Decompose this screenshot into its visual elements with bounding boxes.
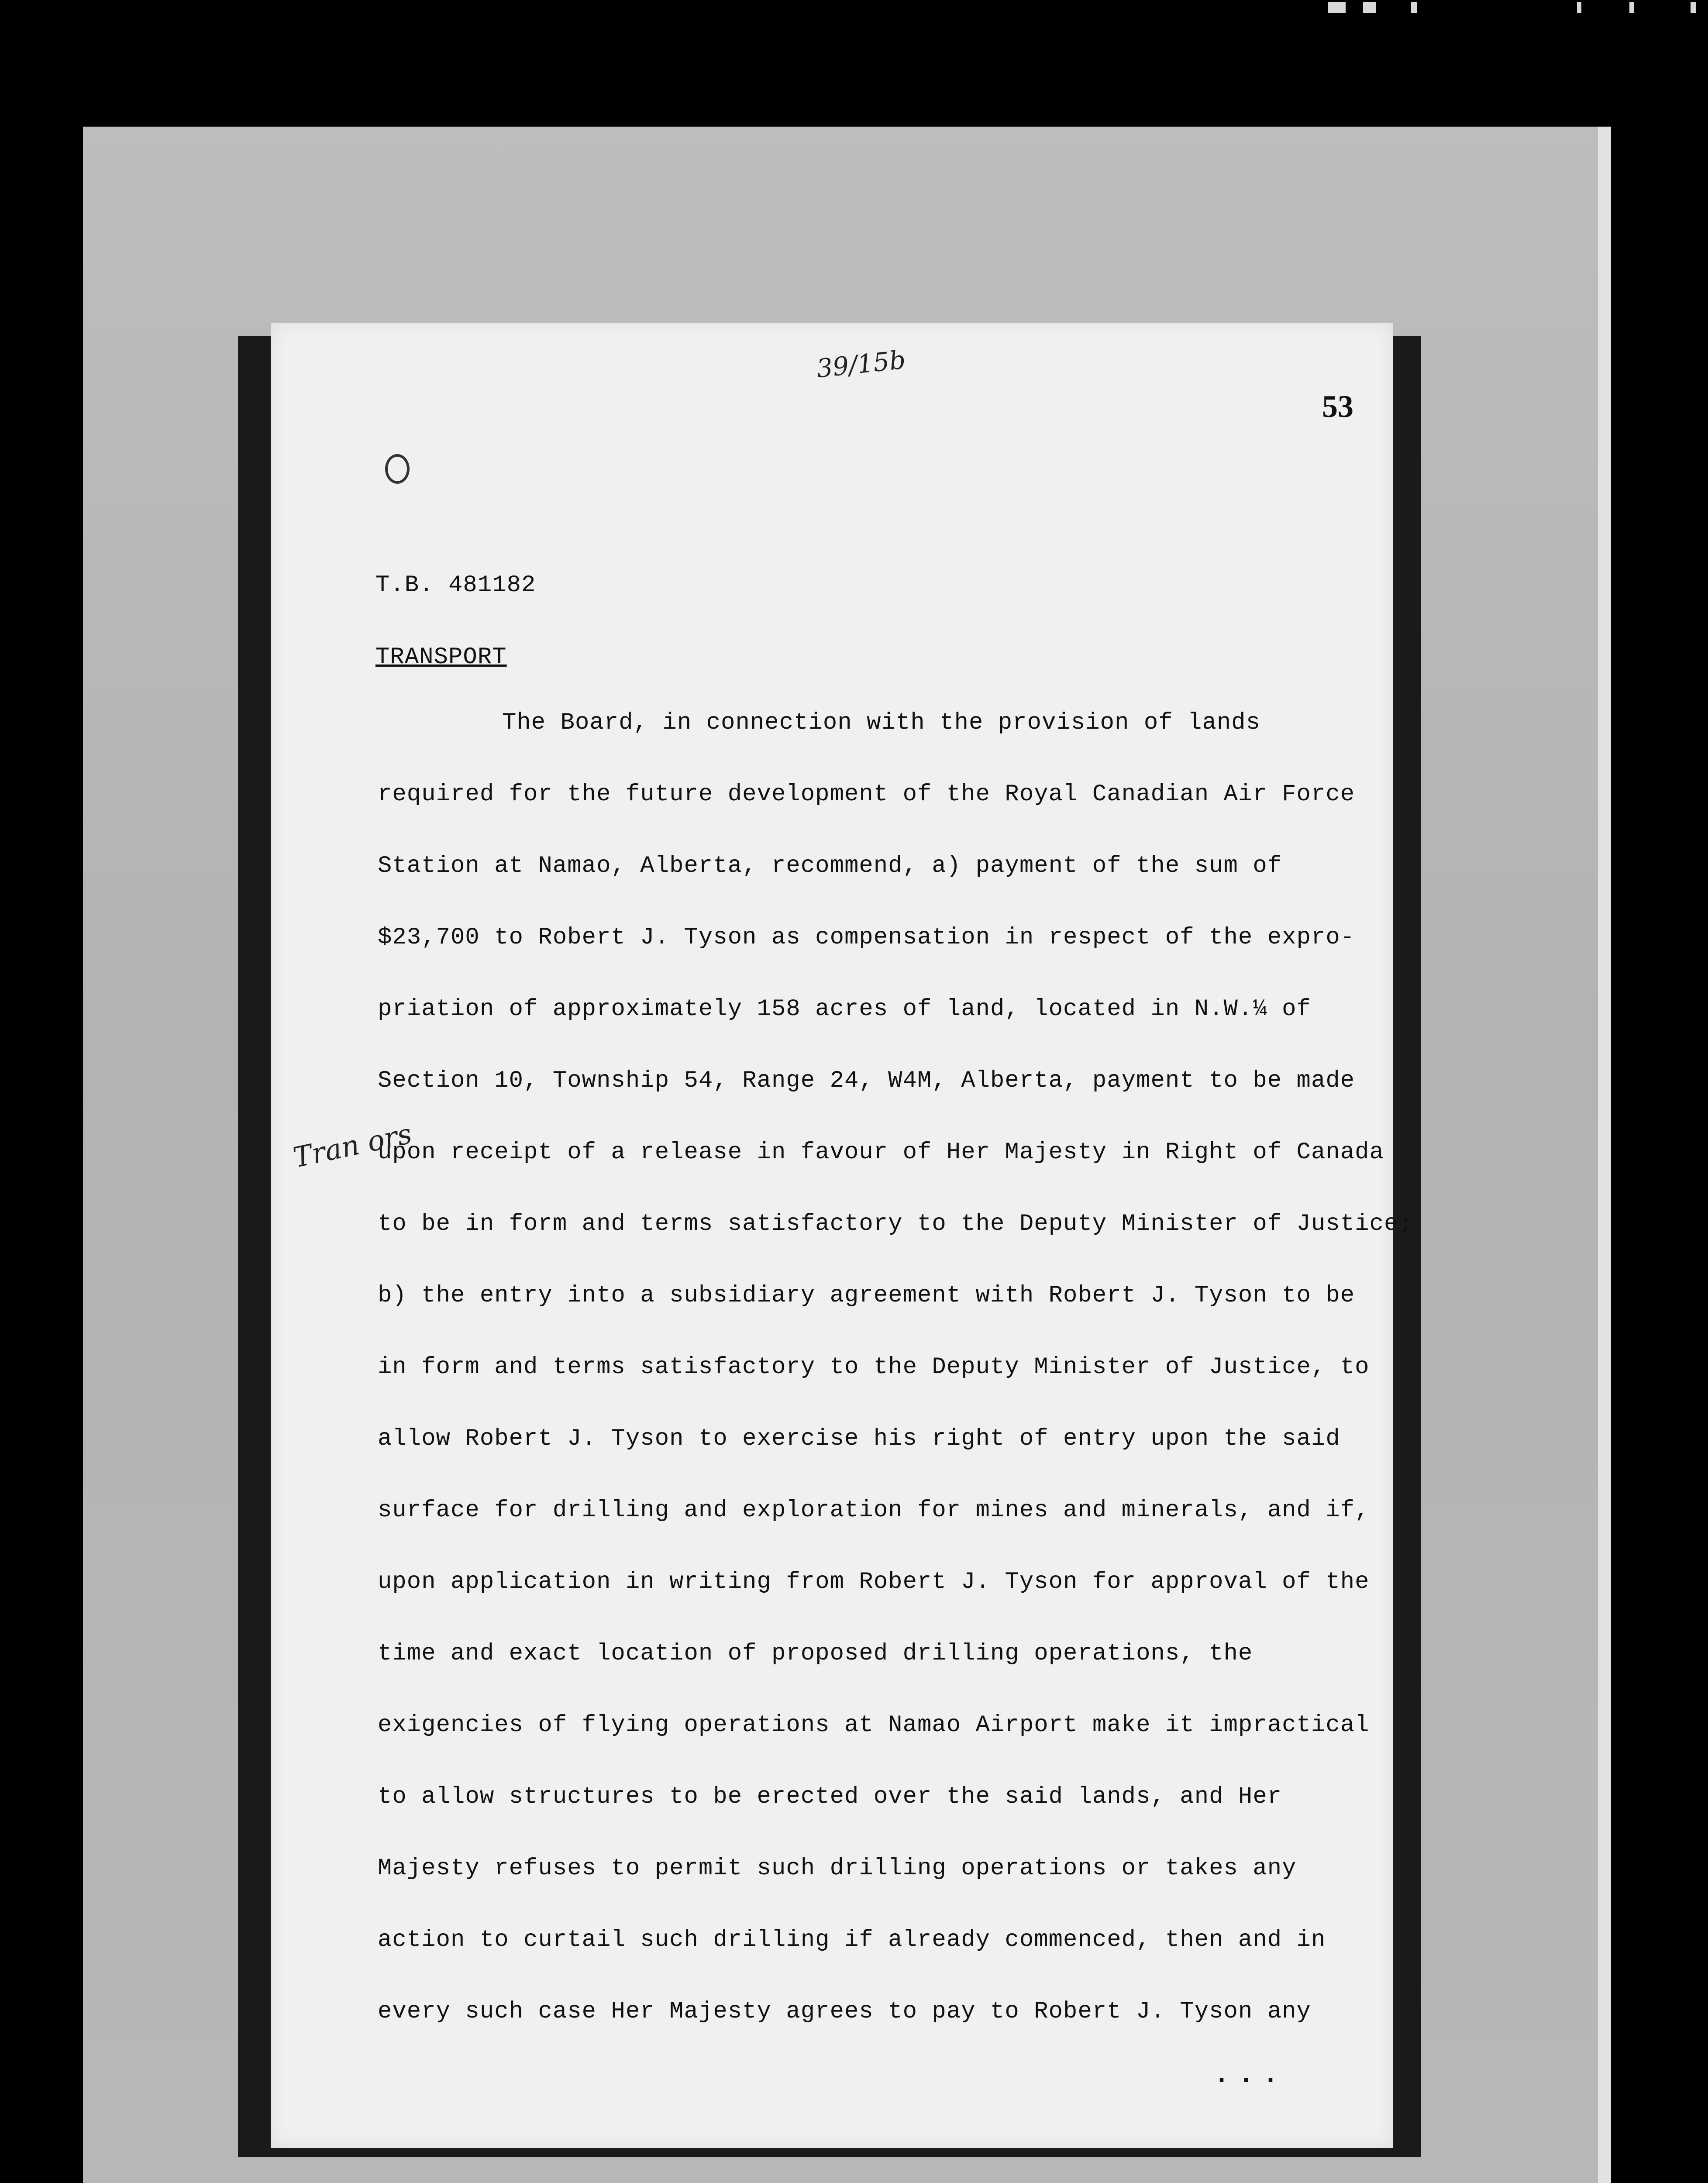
- text-line: upon receipt of a release in favour of Her Majesty in Right of Canada: [378, 1139, 1384, 1166]
- text-line: priation of approximately 158 acres of land, located in N.W.¼ of: [378, 996, 1311, 1023]
- text-line: Station at Namao, Alberta, recommend, a) payment of the sum of: [378, 853, 1282, 879]
- text-line: upon application in writing from Robert J. Tyson for approval of the: [378, 1569, 1370, 1595]
- text-line: time and exact location of proposed drilling operations, the: [378, 1640, 1253, 1667]
- text-line: The Board, in connection with the provision of lands: [502, 709, 1261, 736]
- text-line: Majesty refuses to permit such drilling operations or takes any: [378, 1855, 1297, 1882]
- handwritten-file-ref: 39/15b: [815, 344, 907, 384]
- circle-icon: [385, 454, 410, 484]
- page-number: 53: [1322, 389, 1353, 424]
- handwritten-margin-note: Tran ors: [290, 1118, 415, 1174]
- typed-page: [271, 323, 1413, 2148]
- text-line: $23,700 to Robert J. Tyson as compensation in respect of the expro-: [378, 924, 1355, 951]
- text-line: in form and terms satisfactory to the Deputy Minister of Justice, to: [378, 1354, 1370, 1381]
- department-heading: TRANSPORT: [375, 644, 507, 671]
- text-line: to be in form and terms satisfactory to the Deputy Minister of Justice;: [378, 1211, 1413, 1237]
- mount-edge: [1598, 127, 1611, 2183]
- text-line: Section 10, Township 54, Range 24, W4M, Alberta, payment to be made: [378, 1067, 1355, 1094]
- text-line: surface for drilling and exploration for mines and minerals, and if,: [378, 1497, 1370, 1524]
- text-line: b) the entry into a subsidiary agreement with Robert J. Tyson to be: [378, 1282, 1355, 1309]
- text-line: action to curtail such drilling if already commenced, then and in: [378, 1927, 1326, 1953]
- text-line: to allow structures to be erected over the said lands, and Her: [378, 1784, 1282, 1810]
- text-line: required for the future development of the Royal Canadian Air Force: [378, 781, 1355, 808]
- text-line: exigencies of flying operations at Namao Airport make it impractical: [378, 1712, 1370, 1739]
- text-line: every such case Her Majesty agrees to pay to Robert J. Tyson any: [378, 1998, 1311, 2025]
- tb-number: T.B. 481182: [375, 572, 536, 599]
- film-edge-marks: [1315, 0, 1708, 17]
- text-line: allow Robert J. Tyson to exercise his right of entry upon the said: [378, 1425, 1340, 1452]
- continuation-marks: ...: [1214, 2061, 1288, 2090]
